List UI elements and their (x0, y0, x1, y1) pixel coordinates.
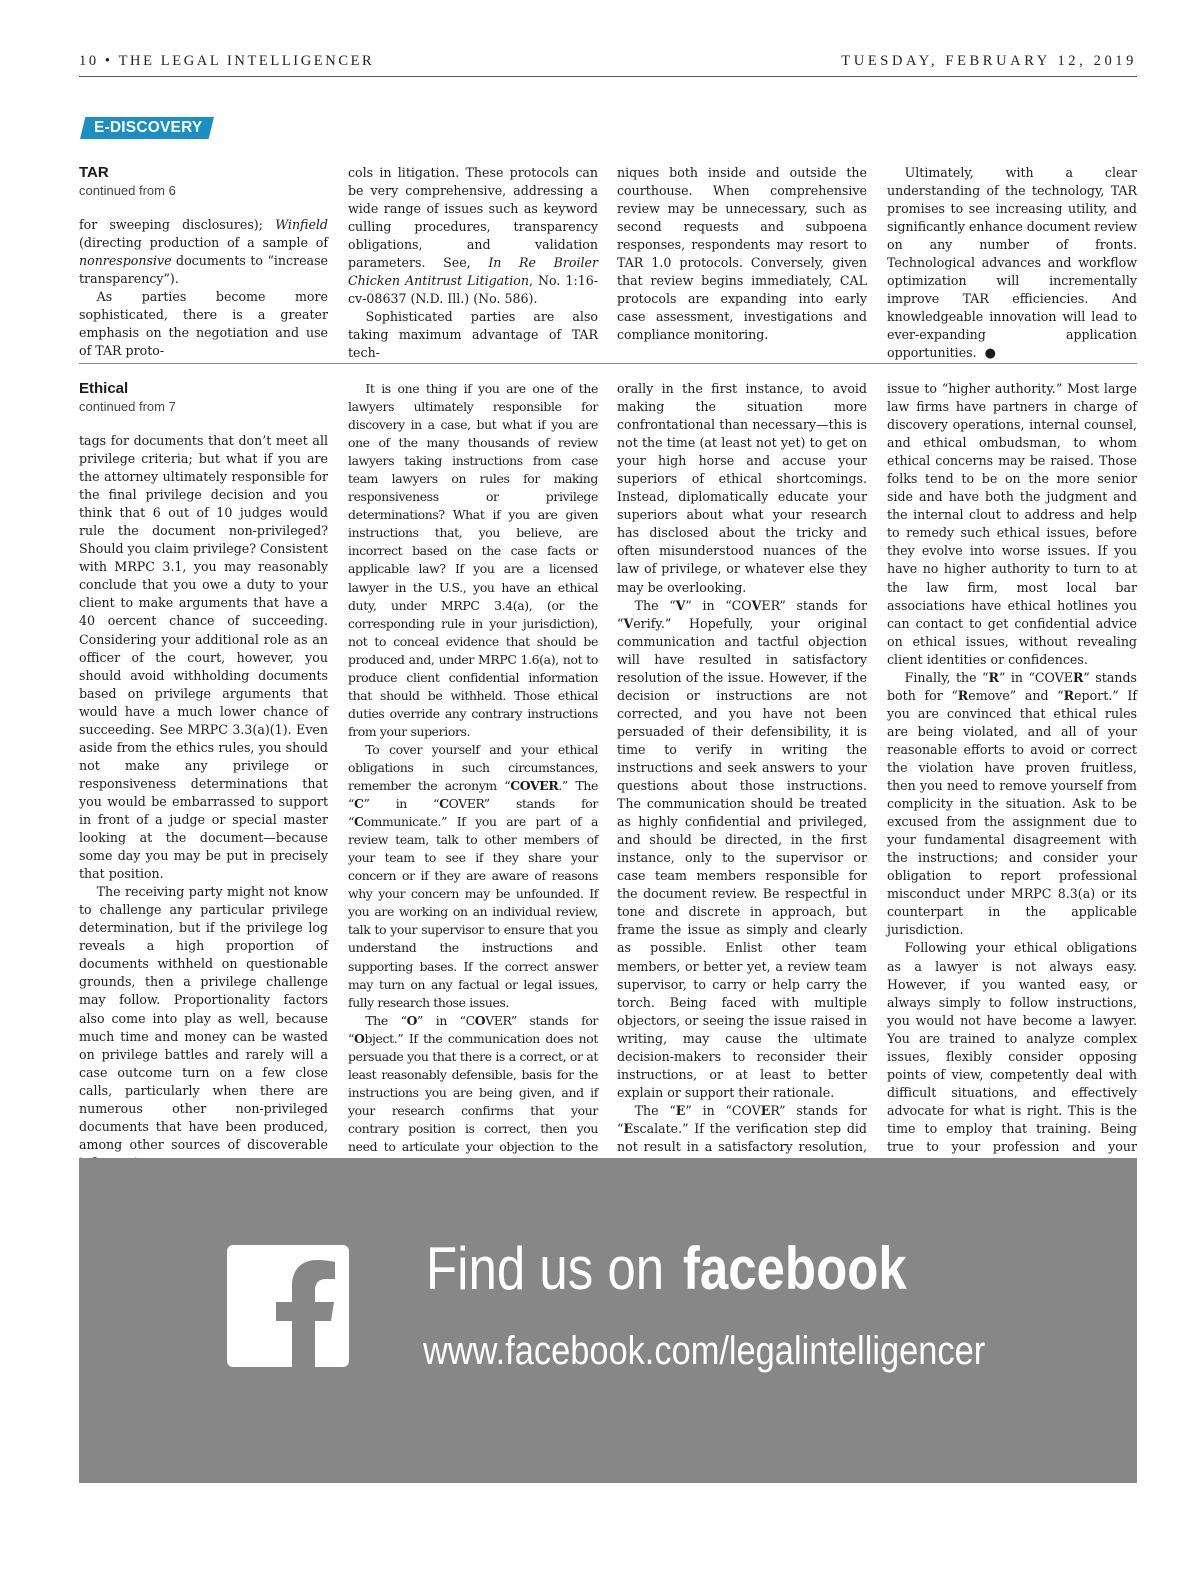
text-run: ” in “ (363, 796, 440, 812)
tar-closing-text: Ultimately, with a clear understanding of the technology, TAR promises to see increasing utility, and significantly enhance document review on any number of fronts. Technological advances and workflow optimization will incrementally improve TAR efficiencies. And knowledgeable innovation will lead to ever-expanding application opportunities. (887, 165, 1137, 361)
bold-text: C (354, 796, 364, 812)
ethical-paragraph: orally in the first instance, to avoid making the situation more confrontational than necessary—this is not the time (at least not yet) to get on your high horse and accuse your superiors of ethical shortcomings. Instead, diplomatically educate your superiors about what your research has disclosed about the tricky and often misunderstood nuances of the law of privilege, or whatever else they may be overlooking. (617, 381, 867, 595)
bold-text: R (988, 669, 999, 685)
ethical-continued-line: continued from 7 (79, 399, 176, 414)
tar-column-3 (617, 164, 867, 344)
bold-text: E (675, 1102, 686, 1118)
text-run: , No. 1:16-cv-08637 (N.D. Ill.) (No. 586). (348, 273, 598, 307)
text-run: OVER” stands for “ (348, 796, 598, 830)
italic-text: In Re Broiler Chicken Antitrust Litigation (348, 255, 598, 289)
bold-text: E (623, 1120, 634, 1136)
ethical-paragraph (348, 741, 598, 1012)
tar-paragraph (887, 164, 1137, 364)
ethical-paragraph (887, 669, 1137, 940)
bold-text: C (354, 814, 364, 830)
text-run: R” stands for “ (617, 1102, 868, 1136)
folio-publication: 10 • THE LEGAL INTELLIGENCER (79, 53, 375, 69)
text-run: (directing production of a sample of (79, 235, 328, 251)
text-run: bject.” If the communication does not persuade you that there is a correct, or at least reasonably defensible, basis for the instructions you are being given, and if your research confirms that your contrary position is correct, then you need to articulate your objection to the (348, 1030, 598, 1154)
text-run: erify.” Hopefully, your original communication and tactful objection will have resulted in satisfactory resolution of the issue. However, if the decision or instructions are not corrected, and you have not been persuaded of their defensibility, it is time to verify in writing the instructions and seek answers to your questions about those instructions. The communication should be treated as highly confidential and privileged, and should be directed, in the first instance, only to the supervisor or case team members responsible for the document review. Be respectful in tone and discrete in approach, but frame the issue as simply and clearly as possible. Enlist other team members, or better yet, a review team supervisor, to carry or help carry the torch. Being faced with multiple objectors, or seeing the issue raised in writing, may cause the ultimate decision-makers to reconsider their instructions, or at least to better explain or support their rationale. (617, 615, 867, 1100)
bold-text: C (439, 796, 449, 812)
bold-text: COVER (510, 778, 559, 794)
bold-text: O (406, 1012, 418, 1028)
tar-paragraph: As parties become more sophisticated, there is a greater emphasis on the negotiation and use of TAR proto- (79, 289, 328, 359)
bold-text: O (354, 1030, 365, 1046)
bold-text: V (751, 597, 762, 613)
text-run: ER” stands for “ (617, 597, 867, 631)
ethical-kicker: Ethical (79, 380, 129, 397)
facebook-url-link[interactable]: www.facebook.com/legalintelligencer (423, 1329, 986, 1373)
bold-text: R (957, 687, 969, 703)
text-run: eport.” If you are convinced that ethical rules are being violated, and all of your reasonable efforts to avoid or correct the violation have proven fruitless, then you need to remove yourself from complicity in the situation. Ask to be excused from the assignment due to your fundamental disagreement with the instructions; and consider your obligation to report professional misconduct under MRPC 8.3(a) or its counterpart in the applicable jurisdiction. (887, 687, 1137, 938)
text-run: The “ (365, 1012, 407, 1028)
ethical-paragraph: issue to “higher authority.” Most large law firms have partners in charge of discovery operations, internal counsel, and ethical ombudsman, to whom ethical concerns may be raised. Those folks tend to be on the more senior side and have both the judgment and the internal clout to address and help to remedy such ethical issues, before they evolve into worse issues. If you have no higher authority to turn to at the law firm, most local bar associations have ethical hotlines you can contact to get confidential advice on ethical issues, without revealing client identities or confidences. (887, 381, 1137, 667)
facebook-f-icon[interactable] (227, 1245, 349, 1367)
tar-paragraph (79, 216, 328, 288)
italic-text: Winfield (275, 217, 328, 232)
page-header (79, 53, 1137, 71)
text-run: ” in “CO (685, 597, 752, 613)
section-tag-label: E-DISCOVERY (94, 119, 203, 136)
find-us-text: Find us on (426, 1235, 665, 1302)
text-run: ” stands both for “ (887, 669, 1137, 703)
text-run: VER” stands for “ (348, 1012, 598, 1046)
text-run: .” The “ (348, 778, 598, 812)
facebook-ad-headline (426, 1234, 907, 1304)
section-tag (80, 117, 214, 139)
ethical-paragraph: The receiving party might not know to challenge any particular privilege determination, but if the privilege log reveals a high proportion of documents withheld on questionable grounds, then a privilege challenge may follow. Proportionality factors also come into play as well, because much time and money can be wasted on privilege battles and rarely will a case outcome turn on a few close calls, particularly when there are numerous other non-privileged documents that have been produced, among other sources of discoverable (79, 884, 328, 1152)
text-run: scalate.” If the verification step did not result in a satisfactory resolution, (617, 1120, 867, 1154)
text-run: for sweeping disclosures); (79, 217, 276, 232)
text-run: ” in “COVE (998, 669, 1073, 685)
text-run: Following your ethical obligations as a lawyer is not always easy. However, if you wanted easy, or always simply to follow instructions, you would not have become a lawyer. You are trained to analyze complex issues, flexibly consider opposing points of view, competently deal with difficult situations, and effectively advocate for what is right. This is the time to employ that training. Being true to your profession and your (887, 940, 1137, 1154)
tar-paragraph: Sophisticated parties are also taking maximum advantage of TAR tech- (348, 309, 598, 361)
italic-text: nonresponsive (79, 253, 172, 269)
tar-kicker: TAR (79, 164, 109, 181)
text-run: ommunicate.” If you are part of a review team, talk to other members of your team to see if they share your concern or if they are aware of reasons why your concern may be unfounded. If you are working on an individual review, talk to your supervisor to ensure that you understand the instructions and supporting bases. If the correct answer may turn on any factual or legal issues, fully research those issues. (348, 814, 598, 1010)
text-run: The “ (634, 597, 676, 613)
tar-column-1 (79, 164, 328, 360)
facebook-wordmark: facebook (682, 1235, 907, 1302)
ethical-paragraph (617, 597, 867, 1102)
ethical-paragraph: It is one thing if you are one of the lawyers ultimately responsible for discovery in a case, but what if you are one of the many thousands of review lawyers taking instructions from case team lawyers on rules for making responsiveness or privilege determinations? What if you are given instructions that, you believe, are incorrect based on the case facts or applicable law? If you are a licensed lawyer in the U.S., you have an ethical duty, under MRPC 3.4(a), (or the corresponding rule in your jurisdiction), not to conceal evidence that should be produced and, under MRPC 1.6(a), not to produce client confidential information that should be withheld. Those ethical duties override any contrary instructions from your superiors. (348, 381, 598, 739)
bold-text: R (1063, 687, 1075, 703)
text-run: To cover yourself and your ethical obligations in such circumstances, remember the acronym “ (348, 741, 598, 794)
bold-text: V (675, 597, 686, 613)
bold-text: V (623, 615, 634, 631)
tar-column-4 (887, 164, 1137, 364)
text-run: ” in “COV (685, 1102, 761, 1118)
text-run: ” in “C (417, 1012, 475, 1028)
text-run: Finally, the “ (904, 669, 989, 685)
facebook-ad-banner[interactable] (79, 1158, 1137, 1483)
ethical-column-4 (887, 380, 1137, 1211)
bold-text: R (1072, 669, 1084, 685)
issue-date: TUESDAY, FEBRUARY 12, 2019 (841, 53, 1137, 69)
tar-paragraph (348, 164, 598, 308)
text-run: documents to “increase transparency”). (79, 253, 328, 287)
ethical-column-2 (348, 380, 598, 1210)
header-rule (79, 76, 1137, 77)
text-run: The “ (634, 1102, 676, 1118)
text-run: cols in litigation. These protocols can be very comprehensive, addressing a wide range of issues such as keyword culling procedures, transparency obligations, and validation parameters. See, (348, 165, 598, 271)
ethical-paragraph: tags for documents that don’t meet all privilege criteria; but what if you are the attorney ultimately responsible for the final privilege decision and you think that 6 out of 10 judges would rule the document non-privileged? Should you claim privilege? Consistent with MRPC 3.1, you may reasonably conclude that you owe a duty to your client to make arguments that have a 40 oercent chance of succeeding. Considering your additional role as an officer of the court, however, you should avoid withholding documents based on privilege arguments that would have a much lower chance of succeeding. See MRPC 3.3(a)(1). Even aside from the ethics rules, you should not make any privilege or responsiveness determinations that you would be embarrassed to support in front of a judge or special master looking at the document—because some day you may be put in precisely that position. (79, 433, 328, 882)
ethical-column-3 (617, 380, 867, 1210)
bold-text: O (474, 1012, 486, 1028)
bold-text: E (760, 1102, 771, 1118)
article-divider (79, 363, 1137, 364)
ethical-column-1 (79, 380, 328, 1172)
end-mark-icon: ● (984, 346, 996, 362)
tar-continued-line: continued from 6 (79, 183, 176, 198)
text-run: emove” and “ (968, 687, 1064, 703)
tar-paragraph: niques both inside and outside the courthouse. When comprehensive review may be unnecessary, such as second requests and subpoena responses, respondents may resort to TAR 1.0 protocols. Conversely, given that review begins immediately, CAL protocols are expanding into early case assessment, investigations and compliance monitoring. (617, 165, 867, 343)
tar-column-2 (348, 164, 598, 363)
